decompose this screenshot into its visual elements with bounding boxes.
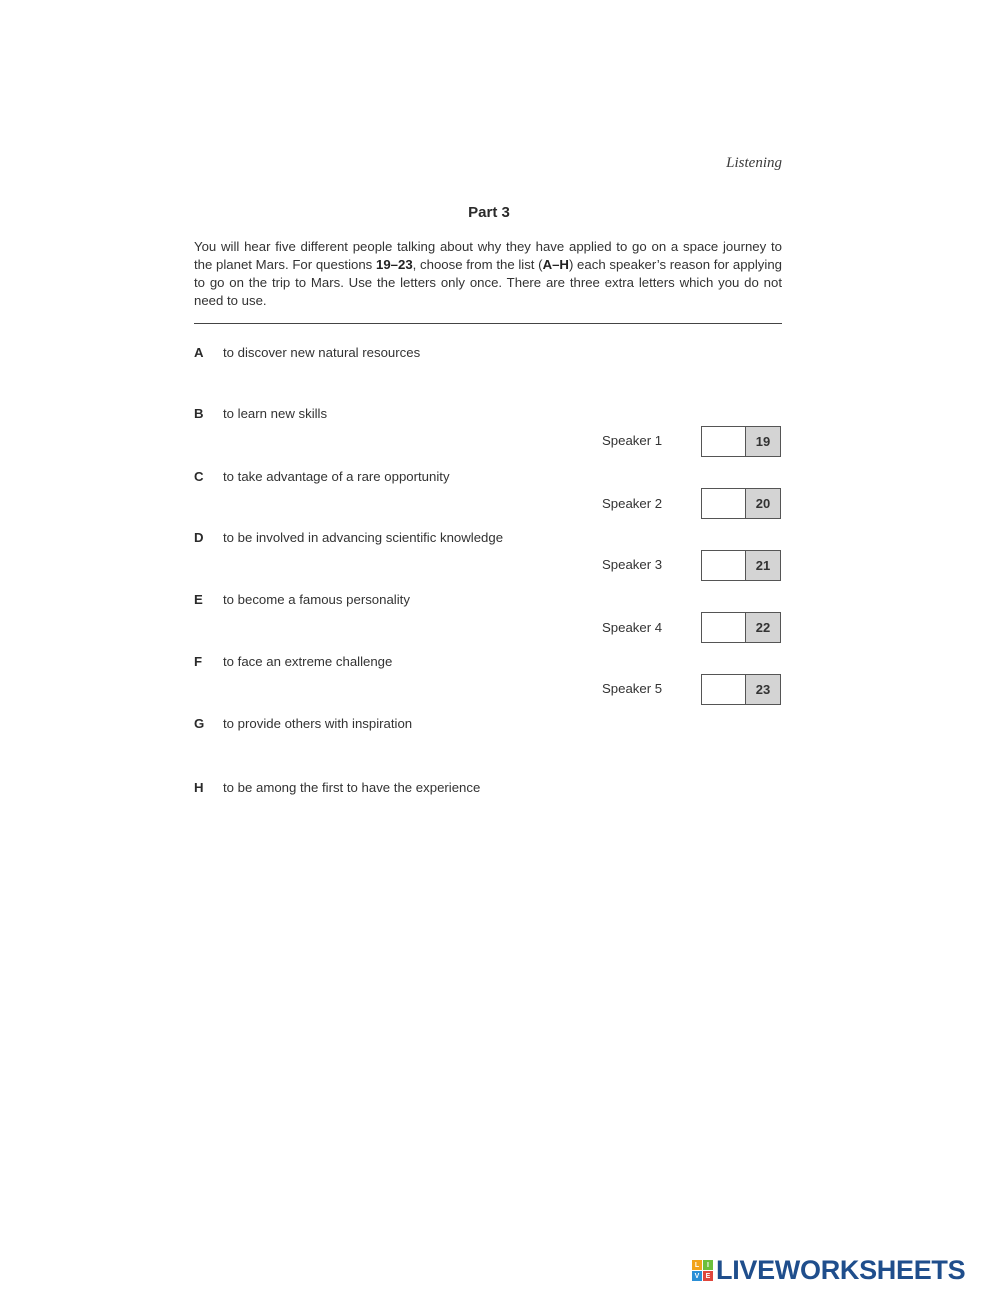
speaker-1-label: Speaker 1 [602, 433, 663, 448]
option-letter: D [194, 530, 204, 545]
option-text: to face an extreme challenge [223, 654, 393, 669]
option-letter: C [194, 469, 204, 484]
answer-box-22 [701, 612, 781, 643]
question-number: 21 [746, 551, 780, 580]
option-text: to take advantage of a rare opportunity [223, 469, 450, 484]
option-a [194, 345, 420, 360]
option-f [194, 654, 392, 669]
liveworksheets-logo [692, 1255, 965, 1286]
logo-mark-tile: I [703, 1260, 713, 1270]
option-letter: F [194, 654, 203, 669]
question-number: 20 [746, 489, 780, 518]
logo-mark-tile: E [703, 1271, 713, 1281]
answer-input[interactable] [702, 675, 746, 704]
question-number: 22 [746, 613, 780, 642]
option-h [194, 780, 480, 795]
option-b [194, 406, 327, 421]
answer-input[interactable] [702, 489, 746, 518]
logo-mark-tile: V [692, 1271, 702, 1281]
option-text: to become a famous personality [223, 592, 410, 607]
answer-input[interactable] [702, 613, 746, 642]
instructions-text: , choose from the list ( [412, 257, 543, 272]
option-letter: B [194, 406, 204, 421]
answer-box-23 [701, 674, 781, 705]
speaker-2-label: Speaker 2 [602, 496, 663, 511]
answer-box-20 [701, 488, 781, 519]
instructions-text: ) each speaker’s reason for applying to go on the trip to Mars. Use the letters only once. There are three extra letters which you do not need to use. [194, 257, 782, 308]
speaker-5-label: Speaker 5 [602, 681, 663, 696]
option-letter: G [194, 716, 205, 731]
option-text: to discover new natural resources [223, 345, 421, 360]
option-letter: E [194, 592, 203, 607]
instructions-letter-range: A–H [542, 257, 569, 272]
answer-box-21 [701, 550, 781, 581]
instructions-text: You will hear five different people talking about why they have applied to go on a space journey to the planet Mars. For questions [194, 239, 782, 272]
question-number: 19 [746, 427, 780, 456]
option-text: to be among the first to have the experience [223, 780, 481, 795]
answer-input[interactable] [702, 551, 746, 580]
answer-box-19 [701, 426, 781, 457]
option-text: to be involved in advancing scientific knowledge [223, 530, 504, 545]
option-g [194, 716, 412, 731]
logo-text: LIVEWORKSHEETS [716, 1255, 966, 1285]
speaker-3-label: Speaker 3 [602, 557, 663, 572]
option-e [194, 592, 410, 607]
section-label: Listening [726, 155, 782, 171]
option-text: to learn new skills [223, 406, 328, 421]
speaker-4-label: Speaker 4 [602, 620, 663, 635]
divider [194, 323, 782, 324]
instructions [194, 238, 782, 310]
option-d [194, 530, 503, 545]
part-title: Part 3 [468, 204, 510, 221]
answer-input[interactable] [702, 427, 746, 456]
option-c [194, 469, 450, 484]
logo-mark-icon [692, 1260, 713, 1281]
option-letter: A [194, 345, 204, 360]
option-text: to provide others with inspiration [223, 716, 413, 731]
option-letter: H [194, 780, 204, 795]
instructions-question-range: 19–23 [375, 257, 413, 272]
question-number: 23 [746, 675, 780, 704]
logo-mark-tile: L [692, 1260, 702, 1270]
